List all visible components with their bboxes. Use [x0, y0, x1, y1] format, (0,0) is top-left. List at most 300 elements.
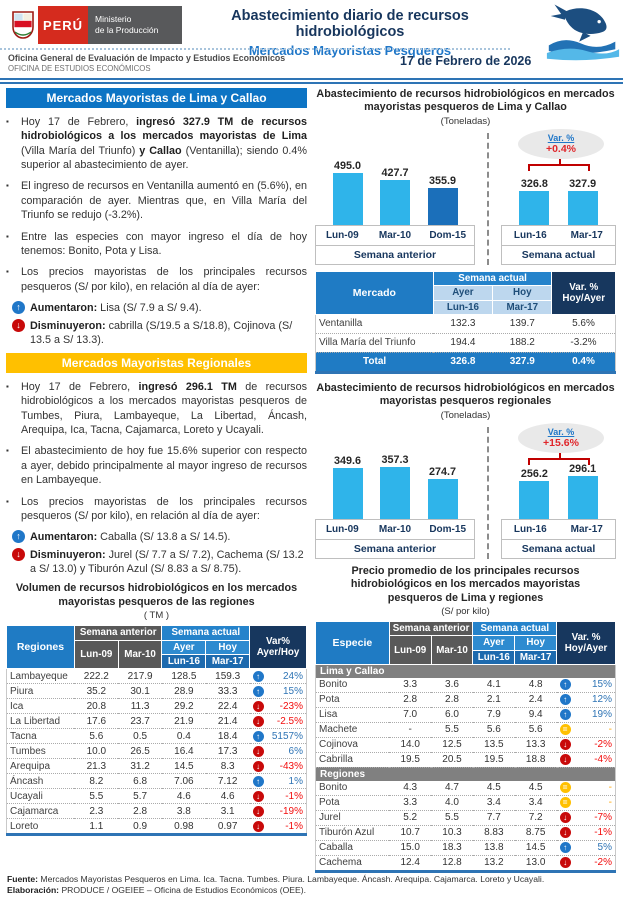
price-decrease-line-regional	[12, 548, 307, 576]
value-cell: 29.2	[162, 699, 206, 714]
variation-cell	[250, 744, 307, 759]
bar	[380, 180, 410, 225]
value-cell: 3.8	[162, 804, 206, 819]
axis-previous-week: Lun-09 Mar-10 Dom-15 Semana anterior	[315, 519, 475, 559]
table-row	[7, 759, 307, 774]
variation-cell	[557, 840, 616, 855]
species-name: Pota	[316, 692, 390, 707]
price-table-body	[316, 664, 616, 871]
elaboration-line: Elaboración: PRODUCE / OGEIEE – Oficina de Estudios Económicos (OEE).	[7, 885, 306, 896]
market-name: Villa María del Triunfo	[316, 333, 434, 352]
variation-cell: 5.6%	[552, 314, 616, 333]
chart-canvas	[315, 129, 616, 265]
bullet-text: Los precios mayoristas de los principales recursos pesqueros (S/ por kilo), en relación al día de ayer:	[21, 495, 307, 522]
variation-value: -7%	[594, 812, 612, 824]
col-lun09: Lun-09	[74, 640, 118, 669]
total-label: Total	[316, 352, 434, 372]
value-cell: 3.4	[515, 795, 557, 810]
col-mar10: Mar-10	[431, 636, 473, 665]
office-line2: OFICINA DE ESTUDIOS ECONÓMICOS	[8, 64, 151, 73]
region-name: Tacna	[7, 729, 75, 744]
value-cell: 2.8	[389, 692, 431, 707]
value-cell: 21.3	[74, 759, 118, 774]
bullet-item	[6, 444, 307, 487]
table-row	[7, 789, 307, 804]
increase-label: Aumentaron:	[30, 301, 98, 314]
table-row	[316, 840, 616, 855]
table-row	[7, 714, 307, 729]
table-row	[7, 819, 307, 835]
section-header-regionales: Mercados Mayoristas Regionales	[6, 353, 307, 373]
up-arrow-icon: ↑	[253, 731, 264, 742]
regions-table-unit: ( TM )	[143, 610, 170, 622]
table-row	[7, 669, 307, 684]
value-cell: 28.9	[162, 684, 206, 699]
source-line: Fuente: Mercados Mayoristas Pesqueros en Lima. Ica. Tacna. Tumbes. Piura. Lambayeque. Áncash. Arequipa. Cajamarca. Loreto y Ucayali.	[7, 873, 545, 884]
bar-value-label: 357.3	[381, 453, 409, 466]
axis-previous-week: Lun-09 Mar-10 Dom-15 Semana anterior	[315, 225, 475, 265]
region-name: Lambayeque	[7, 669, 75, 684]
value-cell: 1.1	[74, 819, 118, 835]
value-cell: 4.5	[473, 781, 515, 796]
value-cell: 17.3	[206, 744, 250, 759]
right-column	[315, 88, 616, 873]
fish-logo-icon	[545, 0, 621, 68]
office-line1: Oficina General de Evaluación de Impacto y Estudios Económicos	[8, 53, 286, 63]
price-increase-line-lima	[12, 301, 307, 315]
lima-bullet-list	[6, 115, 307, 294]
bullet-icon: ▪	[6, 446, 9, 456]
left-column	[6, 88, 307, 873]
variation-cell	[557, 810, 616, 825]
value-cell: 4.5	[515, 781, 557, 796]
col-semana-anterior: Semana anterior	[74, 626, 162, 640]
variation-cell	[250, 789, 307, 804]
region-name: La Libertad	[7, 714, 75, 729]
eq-arrow-icon: =	[560, 797, 571, 808]
table-row	[316, 333, 616, 352]
variation-cell	[250, 759, 307, 774]
down-arrow-icon: ↓	[12, 319, 25, 332]
axis-tick-label: Mar-10	[378, 523, 412, 535]
value-cell: 13.8	[473, 840, 515, 855]
value-cell: 9.4	[515, 707, 557, 722]
region-name: Ica	[7, 699, 75, 714]
down-arrow-icon: ↓	[560, 827, 571, 838]
col-var: Var. % Hoy/Ayer	[557, 622, 616, 665]
value-cell: 4.6	[162, 789, 206, 804]
value-cell: 2.3	[74, 804, 118, 819]
species-name: Cabrilla	[316, 752, 390, 767]
table-row	[7, 774, 307, 789]
col-mercado: Mercado	[316, 271, 434, 314]
variation-value: -43%	[279, 760, 303, 772]
value-cell: 3.6	[431, 678, 473, 693]
section-label: Regiones	[316, 767, 616, 781]
variation-value: 15%	[591, 679, 612, 691]
value-cell: 5.5	[74, 789, 118, 804]
bullet-icon: ▪	[6, 496, 9, 506]
down-arrow-icon: ↓	[253, 716, 264, 727]
value-cell: 8.3	[206, 759, 250, 774]
value-cell: 3.3	[389, 795, 431, 810]
value-cell: 30.1	[118, 684, 162, 699]
value-cell: 14.0	[389, 737, 431, 752]
table-row	[316, 855, 616, 871]
col-mar17: Mar-17	[206, 654, 250, 668]
table-row	[316, 737, 616, 752]
down-arrow-icon: ↓	[560, 739, 571, 750]
value-cell: 14.5	[162, 759, 206, 774]
table-row	[7, 744, 307, 759]
bar-value-label: 274.7	[428, 465, 457, 478]
value-cell: 31.2	[118, 759, 162, 774]
value-cell: 128.5	[162, 669, 206, 684]
variation-cell	[557, 692, 616, 707]
increase-text: Caballa (S/ 13.8 a S/ 14.5).	[97, 531, 231, 544]
peru-coat-of-arms-icon	[8, 6, 38, 44]
value-cell: 8.83	[473, 825, 515, 840]
col-ayer: Ayer	[162, 640, 206, 654]
bullet-text: Hoy 17 de Febrero, ingresó 327.9 TM de recursos hidrobiológicos a los mercados mayoristas de Lima (Villa María del Triunfo) y Callao (Ventanilla); siendo 0.4% superior al abastecimiento de ayer.	[21, 116, 307, 172]
section-row	[316, 664, 616, 678]
axis-current-week: Lun-16 Mar-17 Semana actual	[501, 225, 616, 265]
decrease-text: cabrilla (S/19.5 a S/18.8), Cojinova (S/ 13.5 a S/ 13.3).	[30, 319, 293, 347]
species-name: Bonito	[316, 781, 390, 796]
value-cell: 0.9	[118, 819, 162, 835]
section-header-lima-callao: Mercados Mayoristas de Lima y Callao	[6, 88, 307, 108]
bullet-text: El abastecimiento de hoy fue 15.6% superior con respecto a ayer, debido principalmente al mayor ingreso de recursos en Lambayeque.	[21, 445, 307, 487]
value-cell: 0.4	[162, 729, 206, 744]
variation-value: -	[608, 724, 612, 736]
variation-cell	[250, 699, 307, 714]
value-cell: 11.3	[118, 699, 162, 714]
variation-cell	[250, 714, 307, 729]
species-name: Tiburón Azul	[316, 825, 390, 840]
table-row	[7, 729, 307, 744]
value-cell: 7.06	[162, 774, 206, 789]
variation-value: 24%	[282, 670, 303, 682]
value-cell: 12.8	[431, 855, 473, 871]
report-footer	[7, 874, 616, 897]
variation-value: 19%	[591, 709, 612, 721]
value-cell: 6.0	[431, 707, 473, 722]
variation-value: -2%	[594, 739, 612, 751]
down-arrow-icon: ↓	[253, 791, 264, 802]
bar-column	[568, 178, 598, 225]
variation-value: +15.6%	[543, 436, 579, 449]
bar-value-label: 296.1	[569, 462, 597, 475]
variation-cell	[557, 737, 616, 752]
table-row	[316, 781, 616, 796]
variation-value: +0.4%	[545, 142, 577, 155]
value-cell: 3.4	[473, 795, 515, 810]
value-cell: 13.5	[473, 737, 515, 752]
bars-current-week	[501, 451, 616, 519]
bullet-item	[6, 380, 307, 437]
species-name: Pota	[316, 795, 390, 810]
value-cell: 2.8	[431, 692, 473, 707]
variation-badge	[518, 423, 604, 453]
col-var: Var% Ayer/Hoy	[250, 626, 307, 669]
species-name: Cachema	[316, 855, 390, 871]
chart-subtitle: (Toneladas)	[440, 115, 491, 127]
bar-column	[380, 454, 410, 519]
value-cell: 132.3	[433, 314, 492, 333]
species-name: Cojinova	[316, 737, 390, 752]
region-name: Piura	[7, 684, 75, 699]
value-cell: 5.7	[118, 789, 162, 804]
value-cell: 20.8	[74, 699, 118, 714]
value-cell: 327.9	[493, 352, 552, 372]
bar-column	[333, 455, 363, 519]
variation-cell	[250, 729, 307, 744]
value-cell: 7.7	[473, 810, 515, 825]
increase-text: Lisa (S/ 7.9 a S/ 9.4).	[97, 301, 202, 314]
col-semana-actual: Semana actual	[433, 271, 552, 285]
value-cell: 21.9	[162, 714, 206, 729]
variation-value: -1%	[594, 827, 612, 839]
value-cell: 16.4	[162, 744, 206, 759]
value-cell: 19.5	[389, 752, 431, 767]
variation-cell: 0.4%	[552, 352, 616, 372]
variation-value: 12%	[591, 694, 612, 706]
axis-current-week: Lun-16 Mar-17 Semana actual	[501, 519, 616, 559]
axis-tick-label: Mar-17	[570, 229, 603, 241]
table-row	[316, 722, 616, 737]
bar	[519, 481, 549, 518]
variation-cell	[250, 774, 307, 789]
value-cell: 4.0	[431, 795, 473, 810]
value-cell: 20.5	[431, 752, 473, 767]
value-cell: 5.6	[74, 729, 118, 744]
axis-tick-label: Dom-15	[429, 523, 467, 535]
header-double-rule	[0, 78, 623, 84]
header-dotted-divider	[0, 48, 510, 50]
value-cell: 17.6	[74, 714, 118, 729]
value-cell: 5.6	[515, 722, 557, 737]
value-cell: 0.5	[118, 729, 162, 744]
office-names	[8, 53, 308, 73]
table-row	[316, 810, 616, 825]
axis-tick-label: Lun-09	[325, 229, 359, 241]
table-row	[316, 707, 616, 722]
bars-previous-week	[315, 157, 475, 225]
axis-tick-label: Mar-10	[378, 229, 412, 241]
variation-value: 5%	[597, 842, 612, 854]
bar-value-label: 327.9	[569, 177, 597, 190]
value-cell: 15.0	[389, 840, 431, 855]
bullet-text: El ingreso de recursos en Ventanilla aumentó en (5.6%), en comparación de ayer. Mientras que, en Villa María del Triunfo se redujo (-3.2%).	[21, 180, 307, 222]
col-hoy: Hoy	[206, 640, 250, 654]
species-name: Machete	[316, 722, 390, 737]
value-cell: 4.1	[473, 678, 515, 693]
variation-value: 1%	[288, 775, 303, 787]
bullet-item	[6, 230, 307, 259]
bar-column	[519, 468, 549, 518]
value-cell: 4.8	[515, 678, 557, 693]
report-title-line2: Mercados Mayoristas Pesqueros	[248, 43, 452, 58]
table-row	[7, 804, 307, 819]
value-cell: 2.8	[118, 804, 162, 819]
bullet-icon: ▪	[6, 117, 9, 126]
col-especie: Especie	[316, 622, 390, 665]
axis-tick-label: Lun-09	[325, 523, 359, 535]
value-cell: 222.2	[74, 669, 118, 684]
down-arrow-icon: ↓	[560, 857, 571, 868]
up-arrow-icon: ↑	[560, 709, 571, 720]
col-mar17: Mar-17	[515, 650, 557, 664]
col-ayer: Ayer	[433, 286, 492, 300]
regional-bullet-list	[6, 380, 307, 523]
value-cell: 26.5	[118, 744, 162, 759]
up-arrow-icon: ↑	[12, 530, 25, 543]
bar	[333, 173, 363, 225]
increase-label: Aumentaron:	[30, 531, 98, 544]
value-cell: 35.2	[74, 684, 118, 699]
value-cell: 10.7	[389, 825, 431, 840]
col-lun16: Lun-16	[433, 300, 492, 314]
variation-cell	[557, 795, 616, 810]
variation-cell	[250, 819, 307, 835]
value-cell: 8.2	[74, 774, 118, 789]
report-title	[185, 8, 515, 58]
region-name: Loreto	[7, 819, 75, 835]
chart-subtitle: (Toneladas)	[440, 409, 491, 421]
table-row	[316, 825, 616, 840]
value-cell: 18.8	[515, 752, 557, 767]
value-cell: 10.0	[74, 744, 118, 759]
value-cell: 6.8	[118, 774, 162, 789]
col-regiones: Regiones	[7, 626, 75, 669]
decrease-label: Disminuyeron:	[30, 319, 106, 332]
variation-cell	[557, 678, 616, 693]
col-semana-actual: Semana actual	[162, 626, 250, 640]
value-cell: 5.5	[431, 810, 473, 825]
bar	[568, 476, 598, 519]
value-cell: 12.5	[431, 737, 473, 752]
bar-value-label: 349.6	[333, 454, 362, 467]
axis-tick-label: Lun-16	[513, 523, 547, 535]
down-arrow-icon: ↓	[560, 754, 571, 765]
down-arrow-icon: ↓	[253, 746, 264, 757]
eq-arrow-icon: =	[560, 782, 571, 793]
decrease-label: Disminuyeron:	[30, 549, 106, 562]
value-cell: 0.97	[206, 819, 250, 835]
up-arrow-icon: ↑	[253, 671, 264, 682]
price-decrease-line-lima	[12, 319, 307, 347]
market-supply-table	[315, 271, 616, 374]
regions-volume-table	[6, 625, 307, 836]
total-row	[316, 352, 616, 372]
bar-value-label: 326.8	[520, 177, 548, 190]
region-name: Áncash	[7, 774, 75, 789]
variation-cell	[557, 707, 616, 722]
section-label: Lima y Callao	[316, 664, 616, 678]
value-cell: 4.7	[431, 781, 473, 796]
market-table-body	[316, 314, 616, 372]
value-cell: 23.7	[118, 714, 162, 729]
variation-cell	[250, 804, 307, 819]
col-semana-anterior: Semana anterior	[389, 622, 473, 636]
value-cell: 19.5	[473, 752, 515, 767]
price-table	[315, 621, 616, 873]
table-row	[7, 684, 307, 699]
variation-value: 5157%	[271, 730, 303, 742]
up-arrow-icon: ↑	[560, 679, 571, 690]
report-header	[0, 0, 623, 78]
variation-value: -	[608, 797, 612, 809]
report-date: 17 de Febrero de 2026	[400, 54, 532, 68]
bullet-icon: ▪	[6, 181, 9, 191]
bullet-text: Hoy 17 de Febrero, ingresó 296.1 TM de recursos hidrobiológicos a los mercados mayoristas pesqueros de Tumbes, Piura, Lambayeque, La Libertad, Áncash, Arequipa, Ica, Tacna, Cajamarca, Loreto y Ucayali.	[21, 381, 307, 437]
value-cell: 18.4	[206, 729, 250, 744]
col-semana-actual: Semana actual	[473, 622, 557, 636]
value-cell: 10.3	[431, 825, 473, 840]
variation-value: -23%	[279, 700, 303, 712]
bullet-text: Los precios mayoristas de los principales recursos pesqueros (S/ por kilo), en relación al día de ayer:	[21, 266, 307, 293]
value-cell: 0.98	[162, 819, 206, 835]
bar	[380, 467, 410, 519]
value-cell: 12.4	[389, 855, 431, 871]
bar-value-label: 427.7	[381, 167, 409, 180]
bar-column	[333, 160, 363, 225]
up-arrow-icon: ↑	[560, 842, 571, 853]
value-cell: 13.0	[515, 855, 557, 871]
price-table-title: Precio promedio de los principales recursos hidrobiológicos en los mercados mayoristas pesqueros de Lima y regiones	[350, 564, 581, 604]
col-mar17: Mar-17	[493, 300, 552, 314]
value-cell: 13.3	[515, 737, 557, 752]
value-cell: 3.1	[206, 804, 250, 819]
variation-cell	[557, 781, 616, 796]
up-arrow-icon: ↑	[253, 776, 264, 787]
variation-cell	[250, 669, 307, 684]
col-lun16: Lun-16	[162, 654, 206, 668]
axis-tick-label: Lun-16	[513, 229, 547, 241]
bar-column	[428, 175, 458, 225]
value-cell: 326.8	[433, 352, 492, 372]
bar	[568, 191, 598, 225]
value-cell: 7.0	[389, 707, 431, 722]
value-cell: 139.7	[493, 314, 552, 333]
value-cell: 22.4	[206, 699, 250, 714]
variation-value: -2.5%	[276, 715, 303, 727]
value-cell: 3.3	[389, 678, 431, 693]
table-row	[7, 699, 307, 714]
regions-table-title: Volumen de recursos hidrobiológicos en los mercados mayoristas pesqueros de las regiones	[15, 582, 298, 608]
up-arrow-icon: ↑	[253, 686, 264, 697]
down-arrow-icon: ↓	[253, 701, 264, 712]
section-row	[316, 767, 616, 781]
variation-value: -1%	[285, 820, 303, 832]
value-cell: 7.2	[515, 810, 557, 825]
table-row	[316, 752, 616, 767]
variation-value: 15%	[282, 685, 303, 697]
value-cell: 4.6	[206, 789, 250, 804]
value-cell: 18.3	[431, 840, 473, 855]
species-name: Bonito	[316, 678, 390, 693]
report-title-line1: Abastecimiento diario de recursos hidrobiológicos	[231, 8, 469, 40]
variation-value: -	[608, 782, 612, 794]
bullet-icon: ▪	[6, 231, 9, 241]
chart-canvas	[315, 423, 616, 559]
species-name: Caballa	[316, 840, 390, 855]
up-arrow-icon: ↑	[560, 694, 571, 705]
value-cell: 194.4	[433, 333, 492, 352]
bar	[428, 479, 458, 519]
variation-value: 6%	[288, 745, 303, 757]
price-increase-line-regional	[12, 530, 307, 544]
